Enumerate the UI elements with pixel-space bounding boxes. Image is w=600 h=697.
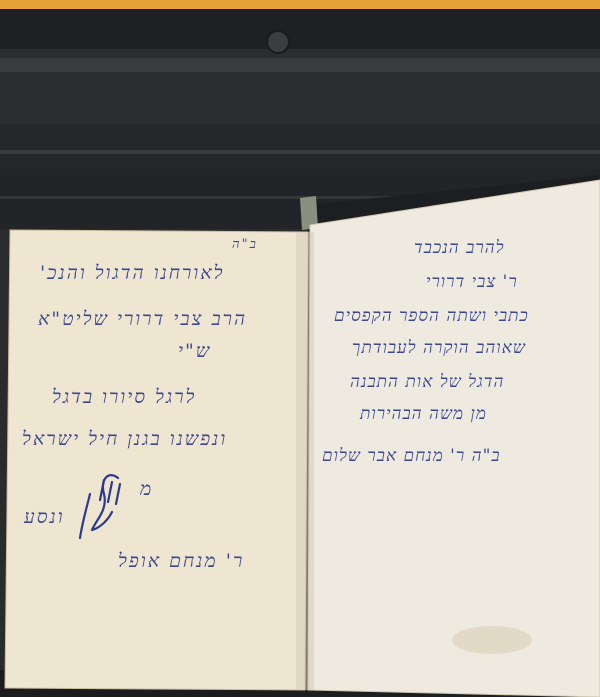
left-page	[5, 230, 308, 690]
right-line-1: להרב הנכבד	[414, 238, 505, 258]
left-line-3: הרב צבי דרורי שליט"א	[38, 308, 248, 330]
left-line-5: לרגל סיורו בדגל	[52, 386, 197, 408]
left-line-4: ש"י	[178, 340, 212, 362]
dark-top-edge	[0, 9, 600, 49]
right-line-5: הדגל של אות התבנה	[350, 372, 505, 392]
orange-strip	[0, 0, 600, 9]
left-line-1: ב"ה	[232, 237, 258, 252]
left-line-8: ונסע	[24, 506, 65, 528]
shelf-2-line	[0, 150, 600, 154]
left-line-9: ר' מנחם אופל	[118, 550, 245, 572]
right-line-4: שאוהב הוקרה לעבודתך	[352, 338, 526, 358]
shelf-knob	[267, 31, 289, 53]
right-line-3: כתבי ושתה הספר הקפסים	[334, 306, 529, 326]
shelf-1-highlight	[0, 58, 600, 72]
shelf-2	[0, 124, 600, 169]
page-stain	[452, 626, 532, 654]
left-line-2: לאורחנו הדגול והנכ'	[40, 262, 225, 284]
right-line-6: מן משה הבהירות	[360, 404, 487, 424]
right-line-2: ר' צבי דרורי	[426, 272, 518, 292]
left-line-6: ונפשנו בגנן חיל ישראל	[22, 428, 228, 450]
gutter-shadow	[296, 232, 314, 690]
left-line-7: מ	[140, 478, 154, 500]
right-line-7: ב"ה ר' מנחם אבר שלום	[322, 446, 501, 466]
